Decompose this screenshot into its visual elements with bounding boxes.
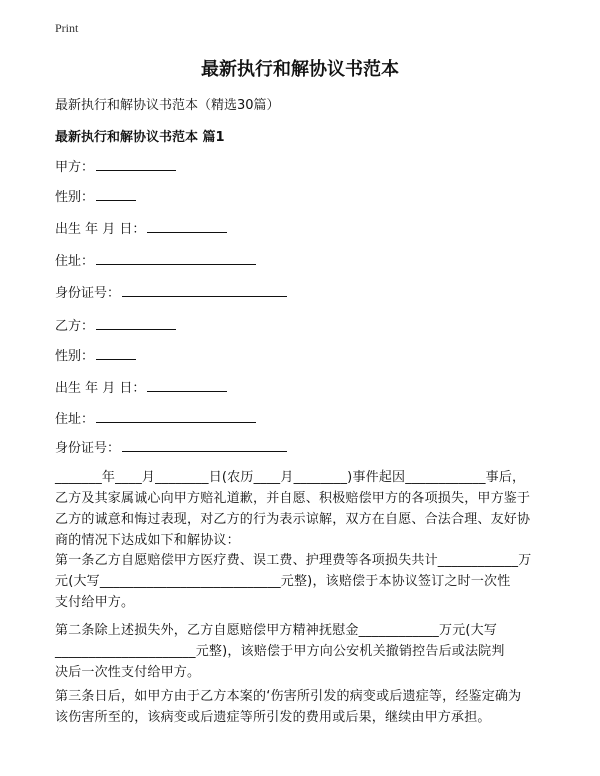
paragraph-line: 决后一次性支付给甲方。: [55, 665, 201, 680]
paragraph-line: 乙方的诚意和悔过表现，对乙方的行为表示谅解，双方在自愿、合法合理、友好协: [55, 512, 531, 527]
field-label: 出生 年 月 日：: [55, 222, 146, 237]
blank-line: [147, 219, 227, 233]
document-title: 最新执行和解协议书范本: [201, 59, 399, 80]
party-b-field: [55, 316, 176, 336]
paragraph-line: 第三条日后，如甲方由于乙方本案的‘伤害所引发的病变或后遗症等，经鉴定确为: [55, 689, 522, 704]
print-link[interactable]: Print: [55, 21, 79, 35]
agreement-intro-paragraph: [55, 467, 547, 551]
birthdate-b-field: [55, 378, 227, 398]
field-label: 身份证号：: [55, 441, 121, 456]
article-2-paragraph: [55, 620, 547, 683]
party-a-field: [55, 157, 176, 177]
blank-line: [96, 346, 136, 360]
field-label: 出生 年 月 日：: [55, 381, 146, 396]
blank-line: [122, 283, 287, 297]
birthdate-a-field: [55, 219, 227, 239]
paragraph-line: 乙方及其家属诚心向甲方赔礼道歉，并自愿、积极赔偿甲方的各项损失，甲方鉴于: [55, 491, 531, 506]
blank-line: [96, 409, 256, 423]
paragraph-line: 第一条乙方自愿赔偿甲方医疗费、误工费、护理费等各项损失共计____________万: [55, 553, 532, 568]
address-b-field: [55, 409, 256, 429]
blank-line: [147, 378, 227, 392]
field-label: 住址：: [55, 254, 95, 269]
document-subtitle: 最新执行和解协议书范本（精选30篇）: [55, 98, 280, 113]
paragraph-line: 元(大写___________________________元整)，该赔偿于本协议签订之时一次性: [55, 574, 511, 589]
gender-b-field: [55, 346, 136, 366]
paragraph-line: _____________________元整)，该赔偿于甲方向公安机关撤销控告后或法院判: [55, 644, 505, 659]
blank-line: [96, 251, 256, 265]
paragraph-line: 支付给甲方。: [55, 595, 135, 610]
field-label: 住址：: [55, 412, 95, 427]
paragraph-line: _______年____月________日(农历____月________)事件起因____________事后，: [55, 470, 526, 485]
field-label: 身份证号：: [55, 286, 121, 301]
paragraph-line: 第二条除上述损失外，乙方自愿赔偿甲方精神抚慰金____________万元(大写: [55, 623, 498, 638]
paragraph-line: 该伤害所至的，该病变或后遗症等所引发的费用或后果，继续由甲方承担。: [55, 710, 491, 725]
field-label: 性别：: [55, 349, 95, 364]
section-heading: 最新执行和解协议书范本 篇1: [55, 130, 225, 145]
gender-a-field: [55, 187, 136, 207]
paragraph-line: 商的情况下达成如下和解协议：: [55, 533, 240, 548]
article-1-paragraph: [55, 550, 547, 613]
field-label: 甲方：: [55, 160, 95, 175]
id-number-b-field: [55, 438, 287, 458]
id-number-a-field: [55, 283, 287, 303]
blank-line: [96, 187, 136, 201]
blank-line: [96, 157, 176, 171]
article-3-paragraph: [55, 686, 547, 728]
field-label: 乙方：: [55, 319, 95, 334]
blank-line: [96, 316, 176, 330]
field-label: 性别：: [55, 190, 95, 205]
address-a-field: [55, 251, 256, 271]
blank-line: [122, 438, 287, 452]
